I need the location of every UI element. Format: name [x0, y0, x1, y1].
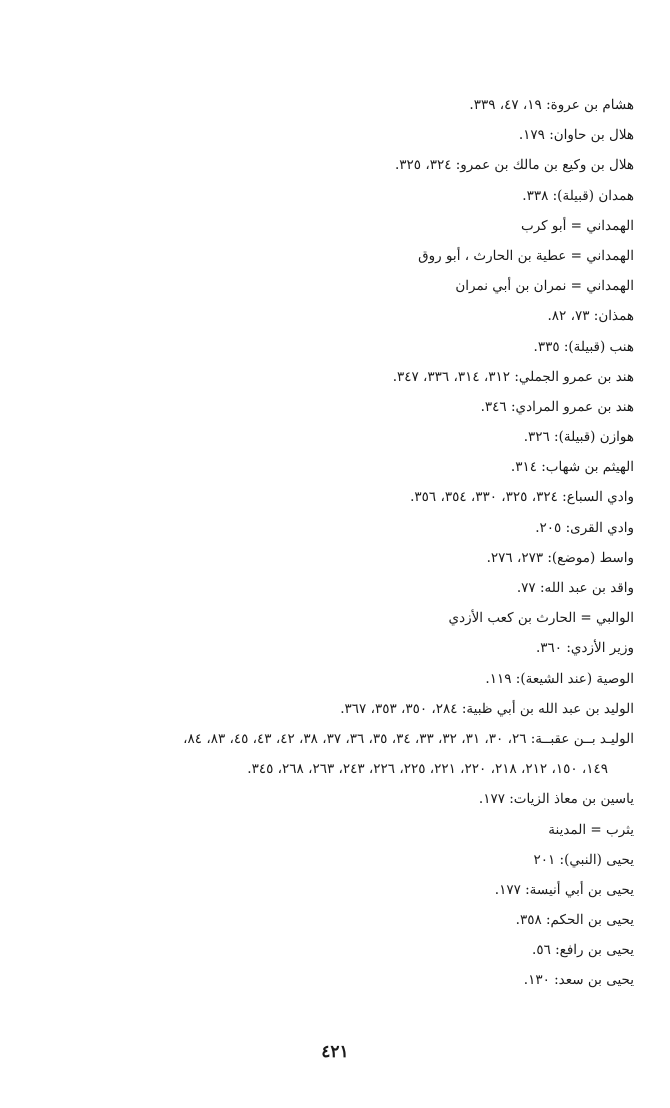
index-entry: يحيى بن أبي أنيسة: ١٧٧.: [494, 881, 634, 898]
index-entry: الهمداني = عطية بن الحارث ، أبو روق: [418, 247, 634, 264]
index-entry: وادي السباع: ٣٢٤، ٣٢٥، ٣٣٠، ٣٥٤، ٣٥٦.: [410, 489, 634, 506]
index-entry: واقد بن عبد الله: ٧٧.: [516, 580, 634, 596]
index-entry: ياسين بن معاذ الزيات: ١٧٧.: [478, 791, 634, 808]
index-entry: هلال بن حاوان: ١٧٩.: [518, 127, 634, 144]
index-entry: الوصية (عند الشيعة): ١١٩.: [485, 670, 634, 687]
index-entry: يحيى بن سعد: ١٣٠.: [523, 972, 634, 989]
index-entry: الوالبي = الحارث بن كعب الأزدي: [448, 610, 634, 627]
index-entry: وزير الأزدي: ٣٦٠.: [536, 640, 634, 657]
page-number: ٤٢١: [321, 1042, 349, 1062]
index-entry: همذان: ٧٣، ٨٢.: [547, 308, 634, 325]
index-entry: هوازن (قبيلة): ٣٢٦.: [523, 429, 634, 446]
index-entry: هلال بن وكيع بن مالك بن عمرو: ٣٢٤، ٣٢٥.: [394, 157, 634, 174]
index-entry: الوليـد بــن عقبــة: ٢٦، ٣٠، ٣١، ٣٢، ٣٣، ٣٤، ٣٥، ٣٦، ٣٧، ٣٨، ٤٢، ٤٣، ٤٥، ٨٣، ٨٤،: [183, 730, 634, 747]
index-entry: واسط (موضع): ٢٧٣، ٢٧٦.: [486, 549, 634, 566]
index-entry: يحيى (النبي): ٢٠١: [533, 851, 634, 868]
index-entry: يثرب = المدينة: [548, 821, 634, 838]
index-entry: هند بن عمرو الجملي: ٣١٢، ٣١٤، ٣٣٦، ٣٤٧.: [392, 368, 634, 385]
index-entry: الهيثم بن شهاب: ٣١٤.: [510, 459, 634, 476]
index-entry: يحيى بن رافع: ٥٦.: [532, 942, 634, 959]
index-entries: [34, 90, 634, 996]
index-entry: هند بن عمرو المرادي: ٣٤٦.: [480, 398, 634, 415]
index-entry: الوليد بن عبد الله بن أبي ظبية: ٢٨٤، ٣٥٠، ٣٥٣، ٣٦٧.: [340, 700, 634, 717]
index-entry: يحيى بن الحكم: ٣٥٨.: [515, 912, 634, 929]
index-entry: وادي القرى: ٢٠٥.: [535, 519, 634, 536]
index-entry: هنب (قبيلة): ٣٣٥.: [533, 338, 634, 355]
index-entry: الهمداني = أبو كرب: [521, 217, 634, 234]
index-entry: هشام بن عروة: ١٩، ٤٧، ٣٣٩.: [469, 97, 634, 113]
index-entry: الهمداني = نمران بن أبي نمران: [455, 278, 634, 295]
index-entry-continuation: ١٤٩، ١٥٠، ٢١٢، ٢١٨، ٢٢٠، ٢٢١، ٢٢٥، ٢٢٦، ٢٤٣، ٢٦٣، ٢٦٨، ٣٤٥.: [247, 761, 608, 778]
index-entry: همدان (قبيلة): ٣٣٨.: [522, 187, 634, 204]
